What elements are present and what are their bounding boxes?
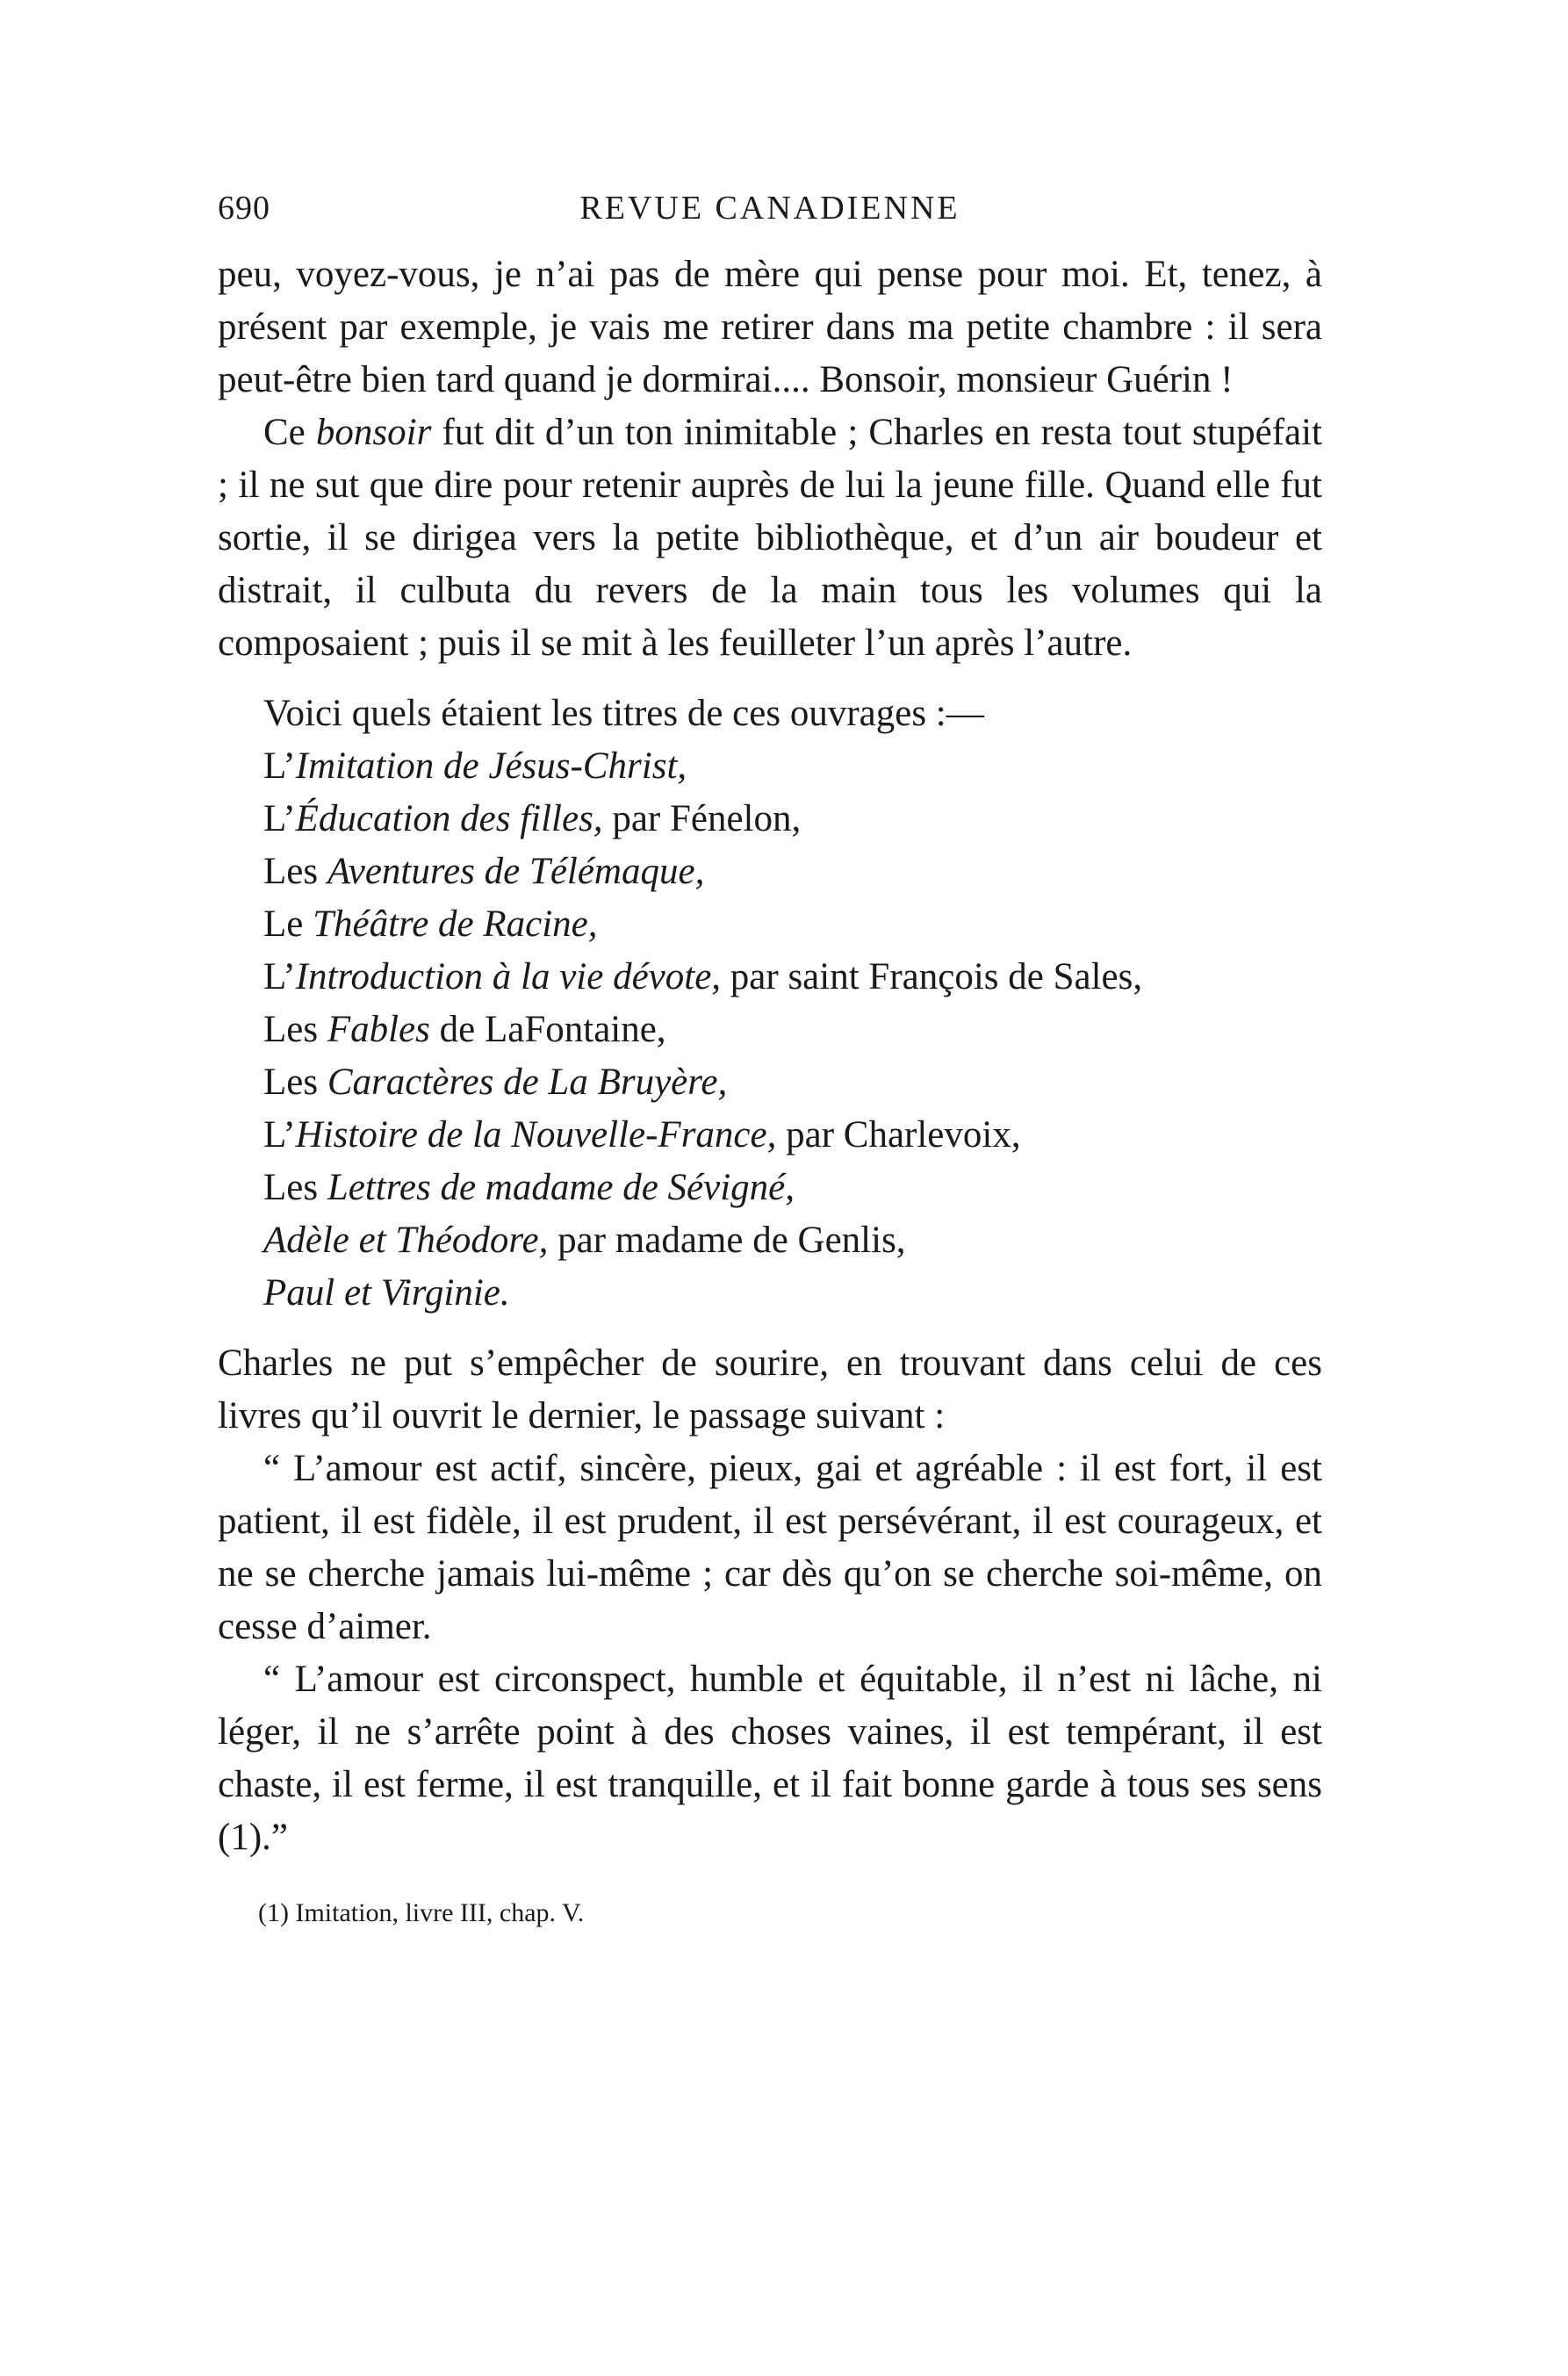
book-item: [263, 1004, 1322, 1056]
book-title: Introduction à la vie dévote,: [295, 956, 722, 997]
body-text: [218, 248, 1322, 1864]
footnote: (1) Imitation, livre III, chap. V.: [258, 1898, 585, 1927]
book-title: Imitation de Jésus-Christ,: [295, 745, 687, 787]
book-item: [263, 1109, 1322, 1162]
book-title: Aventures de Télémaque,: [327, 851, 705, 892]
paragraph-2-rest: fut dit d’un ton inimitable ; Charles en resta tout stupéfait ; il ne sut que dire pour retenir auprès de lui la jeune fille. Quand elle fut sortie, il se dirigea vers la petite bibliothèque, et d’un air boudeur et distrait, il culbuta du revers de la main tous les volumes qui la composaient ; puis il se mit à les feuilleter l’un après l’autre.: [218, 412, 1322, 664]
paragraph-2-italic: bonsoir: [315, 412, 432, 453]
book-item: [263, 1056, 1322, 1109]
page: [218, 189, 1322, 1931]
book-item: [263, 740, 1322, 793]
page-header: [218, 189, 1322, 233]
book-title: Lettres de madame de Sévigné,: [327, 1167, 795, 1208]
book-prefix: Les: [263, 1062, 327, 1103]
book-item: [263, 898, 1322, 951]
book-title: Histoire de la Nouvelle-France,: [295, 1114, 777, 1156]
list-intro: Voici quels étaient les titres de ces ouvrages :—: [263, 693, 984, 734]
book-item: [263, 951, 1322, 1004]
book-prefix: Les: [263, 1167, 327, 1208]
running-title: REVUE CANADIENNE: [579, 190, 960, 227]
book-title: Paul et Virginie.: [263, 1272, 510, 1314]
book-prefix: L’: [263, 956, 296, 997]
quote-1: “ L’amour est actif, sincère, pieux, gai et agréable : il est fort, il est patient, il est fidèle, il est prudent, il est persévérant, il est courageux, et ne se cherche jamais lui-même ; car dès qu’on se cherche soi-même, on cesse d’aimer.: [218, 1448, 1322, 1647]
book-prefix: Les: [263, 851, 327, 892]
book-title: Adèle et Théodore,: [263, 1220, 549, 1261]
book-prefix: Le: [263, 904, 313, 945]
page-number: 690: [218, 190, 270, 227]
book-item: [263, 1162, 1322, 1214]
book-title: Caractères de La Bruyère,: [327, 1062, 728, 1103]
paragraph-1: peu, voyez-vous, je n’ai pas de mère qui pense pour moi. Et, tenez, à présent par exemple, je vais me retirer dans ma petite chambre : il sera peut-être bien tard quand je dormirai.... Bonsoir, monsieur Guérin !: [218, 254, 1322, 400]
book-title: Éducation des filles,: [295, 798, 603, 839]
book-prefix: Les: [263, 1009, 327, 1050]
book-suffix: par Charlevoix,: [776, 1114, 1021, 1156]
book-suffix: par saint François de Sales,: [721, 956, 1143, 997]
paragraph-2: [218, 407, 1322, 670]
paragraph-2-start: Ce: [263, 412, 316, 453]
book-item: [263, 1267, 1322, 1320]
book-suffix: par madame de Genlis,: [548, 1220, 906, 1261]
book-title: Fables: [327, 1009, 430, 1050]
book-item: [263, 1214, 1322, 1267]
book-suffix: par Fénelon,: [602, 798, 802, 839]
paragraph-3: Charles ne put s’empêcher de sourire, en trouvant dans celui de ces livres qu’il ouvrit le dernier, le passage suivant :: [218, 1343, 1322, 1436]
book-item: [263, 793, 1322, 846]
book-prefix: L’: [263, 745, 296, 787]
book-prefix: L’: [263, 798, 296, 839]
book-list: [218, 740, 1322, 1320]
book-prefix: L’: [263, 1114, 296, 1156]
book-title: Théâtre de Racine,: [313, 904, 598, 945]
book-item: [263, 846, 1322, 898]
quote-2: “ L’amour est circonspect, humble et équitable, il n’est ni lâche, ni léger, il ne s’arrête point à des choses vaines, il est tempérant, il est chaste, il est ferme, il est tranquille, et il fait bonne garde à tous ses sens (1).”: [218, 1659, 1322, 1858]
book-suffix: de LaFontaine,: [429, 1009, 666, 1050]
